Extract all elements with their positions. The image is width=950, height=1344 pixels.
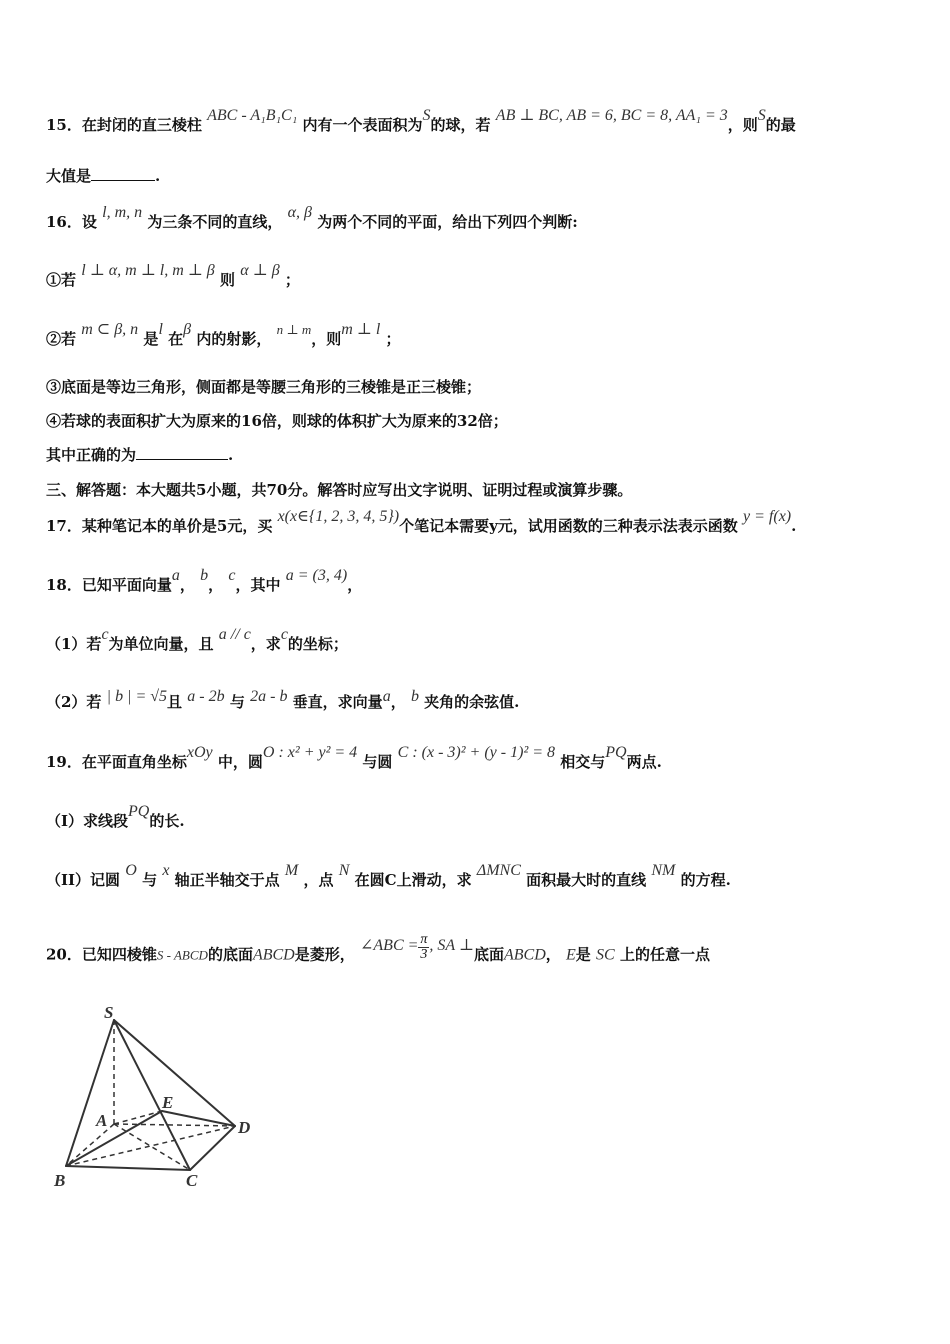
q18-text: 的坐标； bbox=[287, 635, 348, 653]
label-c: C bbox=[186, 1171, 198, 1190]
q19-math: ΔMNC bbox=[476, 862, 521, 879]
q16-math: α ⊥ β bbox=[240, 262, 280, 279]
q18-line1 bbox=[46, 567, 363, 596]
q18-text: 已知平面向量 bbox=[81, 576, 172, 594]
q19-math: PQ bbox=[128, 803, 150, 820]
q19-part1 bbox=[46, 803, 185, 832]
q20-math: SC bbox=[596, 946, 615, 964]
q16-stmt1 bbox=[46, 262, 300, 291]
q18-text: 与 bbox=[229, 693, 245, 711]
q19-text: ，点 bbox=[303, 871, 334, 889]
q16-text: ②若 bbox=[46, 330, 77, 348]
q19-text: 与 bbox=[142, 871, 158, 889]
q18-text: 且 bbox=[167, 693, 183, 711]
q18-text: （2）若 bbox=[46, 693, 102, 711]
q16-stmt4: ④若球的表面积扩大为原来的16倍，则球的体积扩大为原来的32倍； bbox=[46, 412, 508, 430]
q18-part2 bbox=[46, 688, 520, 713]
q16-text: ，则 bbox=[311, 330, 342, 348]
q20-number: 20． bbox=[46, 945, 82, 964]
q18-text: ，求 bbox=[250, 635, 281, 653]
edge-ae-hidden bbox=[114, 1111, 162, 1124]
q20-fraction-den: 3 bbox=[420, 947, 428, 962]
q20-math: S - ABCD bbox=[156, 947, 208, 963]
q19-text: 轴正半轴交于点 bbox=[174, 871, 280, 889]
q18-text: （1）若 bbox=[46, 635, 102, 653]
q20-text: 是菱形， bbox=[294, 945, 355, 964]
q18-text: 垂直，求向量 bbox=[292, 693, 383, 711]
q16-text: 则 bbox=[220, 271, 236, 289]
q19-text: 在平面直角坐标 bbox=[81, 753, 187, 771]
label-a: A bbox=[96, 1111, 108, 1130]
q19-text: 的方程. bbox=[680, 871, 731, 889]
q15-text: 大值是 bbox=[46, 167, 92, 185]
edge-sd bbox=[114, 1020, 235, 1126]
edge-ed bbox=[162, 1111, 235, 1126]
q18-math: a - 2b bbox=[187, 688, 225, 705]
q19-text: 与圆 bbox=[362, 753, 393, 771]
q16-text: 是 bbox=[143, 330, 159, 348]
pyramid-figure bbox=[52, 1000, 272, 1195]
q19-text: （I）求线段 bbox=[46, 812, 129, 830]
q19-text: 中，圆 bbox=[217, 753, 263, 771]
q18-math-vector: a = (3, 4) bbox=[285, 567, 348, 584]
q15-math-prism: ABC - A₁B₁C₁ bbox=[207, 107, 298, 124]
q16-answer-line bbox=[46, 445, 233, 465]
q18-text: 为单位向量，且 bbox=[108, 635, 214, 653]
q16-text: 为三条不同的直线， bbox=[147, 213, 283, 231]
edge-bd-hidden bbox=[66, 1126, 235, 1166]
q16-math-planes: α, β bbox=[287, 204, 312, 221]
q18-math: c bbox=[228, 567, 236, 584]
q18-math: b bbox=[200, 567, 209, 584]
q18-text: ， bbox=[390, 693, 406, 711]
q16-text: 其中正确的为 bbox=[46, 446, 137, 464]
q20-text: 上的任意一点 bbox=[619, 945, 710, 964]
q18-math: b bbox=[410, 688, 419, 705]
q17-text: 个笔记本需要y元，试用函数的三种表示法表示函数 bbox=[399, 517, 738, 535]
q19-text: 的长. bbox=[149, 812, 185, 830]
q17-math-function: y = f(x) bbox=[743, 508, 792, 525]
q15-math-s: S bbox=[422, 107, 431, 124]
q16-line1 bbox=[46, 204, 578, 233]
q15-answer-blank[interactable] bbox=[91, 166, 155, 181]
section-heading: 三、解答题：本大题共5小题，共70分。解答时应写出文字说明、证明过程或演算步骤。 bbox=[46, 481, 633, 499]
q18-text: ， bbox=[347, 576, 363, 594]
q19-line1 bbox=[46, 744, 662, 773]
q19-number: 19． bbox=[46, 753, 82, 771]
q20-text: 是 bbox=[575, 945, 591, 964]
q16-number: 16． bbox=[46, 213, 82, 231]
q17-text: . bbox=[791, 517, 797, 535]
q16-math: m ⊂ β, n bbox=[81, 321, 139, 338]
q16-answer-blank[interactable] bbox=[136, 445, 228, 460]
label-s: S bbox=[104, 1003, 114, 1022]
q18-text: ，其中 bbox=[235, 576, 281, 594]
q18-math: 2a - b bbox=[250, 688, 288, 705]
q20-text: 的底面 bbox=[207, 945, 253, 964]
q19-text: 两点. bbox=[626, 753, 662, 771]
q15-text: 在封闭的直三棱柱 bbox=[81, 116, 202, 134]
q17-number: 17． bbox=[46, 517, 82, 535]
q15-line1 bbox=[46, 107, 796, 136]
q16-math: β bbox=[183, 321, 192, 338]
q19-math: N bbox=[338, 862, 350, 879]
q18-math: a bbox=[171, 567, 180, 584]
q19-math-circle-o: O : x² + y² = 4 bbox=[262, 744, 358, 761]
q15-text: 的最 bbox=[765, 116, 796, 134]
q18-math: a // c bbox=[218, 626, 251, 643]
edge-ad-hidden bbox=[114, 1124, 235, 1126]
q20-math: ABCD bbox=[503, 946, 546, 964]
label-b: B bbox=[54, 1171, 66, 1190]
q20-text: 底面 bbox=[473, 945, 504, 964]
q16-text: ； bbox=[284, 271, 300, 289]
q15-line2 bbox=[46, 166, 160, 186]
q18-number: 18． bbox=[46, 576, 82, 594]
q16-math: n ⊥ m bbox=[276, 322, 312, 337]
q19-math: xOy bbox=[186, 744, 213, 761]
q19-text: 面积最大时的直线 bbox=[526, 871, 647, 889]
q20-math: ABCD bbox=[252, 946, 295, 964]
q16-text: ； bbox=[385, 330, 401, 348]
q19-part2 bbox=[46, 862, 731, 891]
q19-math: O bbox=[125, 862, 137, 879]
q16-math: l bbox=[158, 321, 163, 338]
q19-text: （II）记圆 bbox=[46, 871, 121, 889]
edge-bc bbox=[66, 1166, 190, 1170]
q18-math: c bbox=[280, 626, 288, 643]
q15-text: . bbox=[155, 167, 161, 185]
q15-text: 内有一个表面积为 bbox=[302, 116, 423, 134]
label-d: D bbox=[238, 1118, 251, 1137]
q19-text: 在圆C上滑动，求 bbox=[354, 871, 472, 889]
q20-line bbox=[46, 932, 710, 970]
q20-text: ， bbox=[545, 945, 561, 964]
q18-text: ， bbox=[208, 576, 224, 594]
q18-math: a bbox=[382, 688, 391, 705]
q17-math-set: x(x∈{1, 2, 3, 4, 5}) bbox=[277, 508, 400, 525]
q18-text: ， bbox=[179, 576, 195, 594]
q20-fraction bbox=[418, 933, 429, 962]
q16-text: . bbox=[228, 446, 234, 464]
q19-math: NM bbox=[651, 862, 676, 879]
q18-part1 bbox=[46, 626, 348, 655]
q17-line bbox=[46, 508, 797, 537]
q16-text: 在 bbox=[168, 330, 184, 348]
q19-math-circle-c: C : (x - 3)² + (y - 1)² = 8 bbox=[397, 744, 556, 761]
q18-text: 夹角的余弦值. bbox=[424, 693, 520, 711]
q15-math-s2: S bbox=[757, 107, 766, 124]
q20-math-angle: ∠ABC = bbox=[359, 936, 419, 954]
q16-math: m ⊥ l bbox=[341, 321, 381, 338]
q18-math: | b | = √5 bbox=[106, 688, 168, 705]
q19-text: 相交与 bbox=[560, 753, 606, 771]
q20-text: 已知四棱锥 bbox=[81, 945, 157, 964]
q20-math: , SA ⊥ bbox=[429, 936, 474, 954]
q16-text: 为两个不同的平面，给出下列四个判断: bbox=[317, 213, 578, 231]
edge-sc bbox=[114, 1020, 190, 1170]
q16-text: 设 bbox=[81, 213, 97, 231]
q15-math-conditions: AB ⊥ BC, AB = 6, BC = 8, AA₁ = 3 bbox=[495, 107, 728, 124]
q16-stmt3: ③底面是等边三角形，侧面都是等腰三角形的三棱锥是正三棱锥； bbox=[46, 378, 482, 396]
edge-cd bbox=[190, 1126, 235, 1170]
q17-text: 某种笔记本的单价是5元，买 bbox=[81, 517, 273, 535]
q15-text: ，则 bbox=[727, 116, 758, 134]
q19-math: x bbox=[162, 862, 170, 879]
q16-text: ①若 bbox=[46, 271, 77, 289]
q15-text: 的球，若 bbox=[430, 116, 491, 134]
q20-fraction-num: π bbox=[420, 932, 428, 947]
q19-math: M bbox=[284, 862, 299, 879]
label-e: E bbox=[162, 1093, 174, 1112]
q16-text: 内的射影， bbox=[196, 330, 272, 348]
q15-number: 15． bbox=[46, 116, 82, 134]
q18-math: c bbox=[101, 626, 109, 643]
q20-math: E bbox=[566, 946, 576, 964]
q16-stmt2 bbox=[46, 321, 401, 350]
q16-math: l ⊥ α, m ⊥ l, m ⊥ β bbox=[81, 262, 215, 279]
q16-math-lines: l, m, n bbox=[102, 204, 143, 221]
q19-math: PQ bbox=[605, 744, 627, 761]
